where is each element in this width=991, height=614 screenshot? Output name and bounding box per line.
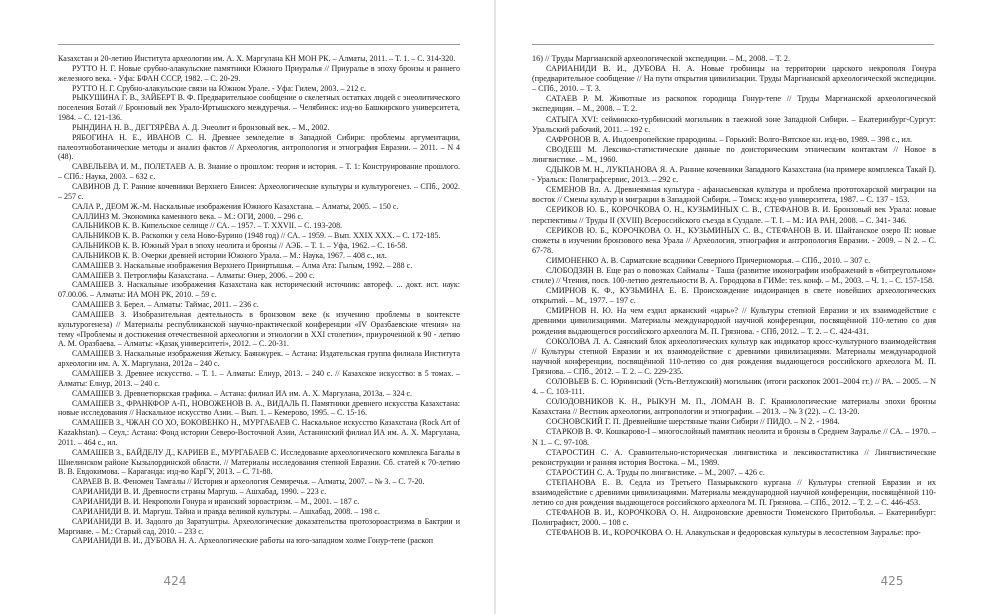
bibliography-entry: САТЫГА XVI: сейминско-турбинский могильник в таежной зоне Западной Сибири. – Екатеринбург-Сургут: Уральский рабочий, 2011. – 192 с. (532, 114, 936, 134)
bibliography-entry: СМИРНОВ Н. Ю. На чем ездил арканский «царь»? // Культуры степной Евразии и их взаимодействие с древними цивилизациями. Материалы международной научной конференции, посвящённой 110-летию со дня рождения выдающегося российского археолога М. П. Грязнова. - СПб, 2012. – Т. 2. – С. 424-431. (532, 306, 936, 336)
bibliography-entry: СВОДЕШ М. Лексико-статистические данные по доисторическим этническим контактам // Новое в лингвистике. – М., 1960. (532, 144, 936, 164)
bibliography-entry: САМАШЕВ З. Наскальные изображения Казахстана как исторический источник: автореф. ... докт. ист. наук: 07.00.06. – Алматы: ИА МОН РК, 2010. – 59 с. (58, 280, 460, 300)
bibliography-entry: САРИАНИДИ В. И. Задолго до Заратуштры. Археологические доказательства протозороастризма в Бактрии и Маргиане. – М.: Старый сад, 2010. – 233 с. (58, 516, 460, 536)
bibliography-entry: САРИАНИДИ В. И., ДУБОВА Н. А. Новые гробницы на территории царского некрополя Гонура (предварительное сообщение // На пути открытия цивилизации. Труды Маргианской археологической экспедиции. – СПб., 2010. – Т. 3. (532, 64, 936, 94)
bibliography-entry: САЛЬНИКОВ К. В. Южный Урал в эпоху неолита и бронзы // АЭБ. – Т. 1. – Уфа, 1962. – С. 16-58. (72, 241, 408, 251)
bibliography-entry: САЛЬНИКОВ К. В. Очерки древней истории Южного Урала. – М.: Наука, 1967. – 408 с., ил. (72, 250, 387, 260)
bibliography-entry: СЕМЕНОВ Вл. А. Древнеямная культура - афанасьевская культура и проблема прототохарской миграции на восток // Смены культур и миграции в Западной Сибири. – Томск: изд-во университета, 1987. – С. 137 - 153. (532, 185, 936, 205)
bibliography-entry: СЕРИКОВ Ю. Б., КОРОЧКОВА О. Н., КУЗЬМИНЫХ С. В., СТЕФАНОВ В. И. Шайтанское озеро II: новые сюжеты в изучении бронзового века Урала // Археология, этнография и антропология Евразии. - 2009. – N 2. – С. 67-78. (532, 225, 936, 255)
bibliography-entry: САМАШЕВ З. Древнее искусство. – Т. 1. – Алматы: Елнур, 2013. – 240 с. // Казахское искусство: в 5 томах. – Алматы: Елнур, 2013. – 240 с. (58, 369, 460, 388)
bibliography-entry: САРИАНИДИ В. И. Маргуш. Тайна и правда великой культуры. – Ашхабад, 2008. – 198 с. (72, 506, 380, 516)
bibliography-entry: САМАШЕВ З. Изобразительная деятельность в бронзовом веке (к изучению проблемы в контексте культурогенеза) // Материалы республиканской научно-практической конференции «IV Оразбаевские чтения» на тему «Проблемы и достижения отечественной археологии и этнологии в XXI столетии», приуроченной к 90 - летию А. М. Оразбаева. – Алматы: «Қазақ университеті», 2012. – С. 20-31. (58, 309, 460, 349)
bibliography-entry: СТЕПАНОВА Е. В. Седла из Третьего Пазырыкского кургана // Культуры степной Евразии и их взаимодействие с древними цивилизациями. Материалы международной научной конференции, посвящённой 110-летию со дня рождения выдающегося российского археолога М. П. Грязнова. – СПб., 2012. – Т. 2. – С. 446-453. (532, 477, 936, 508)
bibliography-entry: СИМОНЕНКО А. В. Сарматские всадники Северного Причерноморья. – СПб., 2010. – 307 с. (546, 255, 871, 265)
left-page (0, 0, 495, 614)
bibliography-entry: САМАШЕВ З. Берел. – Алматы: Таймас, 2011. – 236 с. (72, 300, 259, 310)
bibliography-entry: САФРОНОВ В. А. Индоевропейские прародины. – Горький: Волго-Вятское кн. изд-во, 1989. – 398 с., ил. (546, 134, 913, 144)
bibliography-entry: СЛОБОДЗЯН В. Еще раз о повозках Саймалы - Таша (развитие иконографии изображений в «битреугольном» стиле) // Чтения, посв. 100-летию деятельности В. А. Городцова в ГИМе: тез. конф. – М., 2003. – Ч. 1. – С. 157-158. (532, 265, 936, 286)
bibliography-entry: САМАШЕВ З., БАЙДЕЛУ Д., КАРИЕВ Е., МУРГАБАЕВ С. Исследование археологического комплекса Багалы в Шиелинском районе Кызылординской области. // Материалы исследования степной Евразии. Сб. статей к 70-летию В. В. Евдокимова. – Караганда: изд-во КарГУ, 2013. – С. 71-88. (58, 447, 460, 477)
bibliography-column-right (532, 54, 936, 539)
bibliography-entry: РЯБОГИНА Н. Е., ИВАНОВ С. Н. Древнее земледелие в Западной Сибири: проблемы аргументации, палеоэтноботанические методы и анализ фактов // Археология, антропология и этнография Евразии. – 2011. – N 4 (48). (58, 132, 460, 162)
bibliography-entry: СОКОЛОВА Л. А. Саянский блок археологических культур как индикатор кросс-культурного взаимодействия // Культуры степной Евразии и их взаимодействие с древними цивилизациями. Материалы международной научной конференции, посвящённой 110-летию со дня рождения выдающегося российского археолога М. П. Грязнова. – СПб., 2012. – Т. 2. – С. 229-235. (532, 336, 936, 376)
bibliography-entry: САТАЕВ Р. М. Животные из раскопок городища Гонур-тепе // Труды Маргианской археологической экспедиции. – М., 2008. – Т. 2. (532, 94, 936, 114)
bibliography-entry: 16) // Труды Маргианской археологической экспедиции. – М., 2008. – Т. 2. (532, 54, 791, 63)
bibliography-entry: Казахстан и 20-летию Института археологии им. А. Х. Маргулана КН МОН РК. – Алматы, 2011. – Т. 1. – С. 314-320. (58, 54, 456, 63)
bibliography-entry: САМАШЕВ З. Петроглифы Казахстана. – Алматы: Өнер, 2006. – 200 с. (72, 270, 315, 280)
bibliography-entry: СМИРНОВ К. Ф., КУЗЬМИНА Е. Е. Происхождение индоиранцев в свете новейших археологических открытий. – М., 1977. – 197 с. (532, 286, 936, 306)
bibliography-entry: РЫКУШИНА Г. В., ЗАЙБЕРТ В. Ф. Предварительное сообщение о скелетных остатках людей с энеолитического поселения Ботай // Бронзовый век Урало-Иртышского междуречья. – Челябинск: изд-во Башкирского университета, 1984. – С. 121-136. (58, 93, 460, 123)
bibliography-entry: РУТТО Н. Г. Срубно-алакульские связи на Южном Урале. - Уфа: Гилем, 2003. – 212 с. (72, 83, 366, 93)
bibliography-entry: САМАШЕВ З. Наскальные изображения Верхнего Прииртышья. – Алма Ата: Гылым, 1992. – 288 с. (72, 260, 413, 270)
bibliography-entry: САМАШЕВ З., ЧЖАН СО ХО, БОКОВЕНКО Н., МУРГАБАЕВ С. Наскальное искусство Казахстана (Rock Art of Kazakhstan). – Сеул,: Астана: Фонд истории Северо-Восточной Азии, Астанинский филиал ИА им. А. Х. Маргулана, 2011. – 464 с., ил. (58, 418, 460, 447)
bibliography-entry: СОСНОВСКИЙ Г. П. Древнейшие шерстяные ткани Сибири // ПИДО. – N 2. - 1984. (546, 417, 840, 427)
bibliography-entry: САРИАНИДИ В. И., ДУБОВА Н. А. Археологические работы на юго-западном холме Гонур-тепе (раскоп (72, 536, 434, 546)
right-page (496, 0, 991, 614)
bibliography-entry: СТАРОСТИН С. А. Сравнительно-историческая лингвистика и лексикостатистика // Лингвистические реконструкции и ранняя история Востока. – М., 1989. (532, 447, 936, 467)
header-rule (58, 44, 460, 45)
bibliography-entry: САМАШЕВ З., ФРАНКФОР А-П., НОВОЖЕНОВ В. А., ВИДАЛЬ П. Памятники древнего искусства Казахстана: новые исследования // Наскальное искусство Азии. – Вып. 1. – Кемерово, 1995. – С. 15-16. (58, 398, 460, 418)
bibliography-entry: СТЕФАНОВ В. И., КОРОЧКОВА О. Н. Андроновские древности Тюменского Притоболья. – Екатеринбург: Полиграфист, 2000. – 108 с. (532, 508, 936, 528)
bibliography-entry: САЛЛИНЗ М. Экономика каменного века. – М.: ОГИ, 2000. – 296 с. (72, 211, 304, 221)
bibliography-entry: САМАШЕВ З. Наскальные изображения Жетысу. Баянжүрек. – Астана: Издательская группа филиала Института археологии им. А. Х. Маргулана, 2012а – 240 с. (58, 349, 460, 369)
bibliography-entry: САРАЕВ В. В. Феномен Тамгалы // История и археология Семиречья. – Алматы, 2007. – № 3. – С. 7-20. (72, 477, 425, 487)
bibliography-entry: СДЫКОВ М. Н., ЛУКПАНОВА Я. А. Ранние кочевники Западного Казахстана (на примере комплекса Такай I). - Уральск: Полиграфсервис, 2013. – 292 с. (532, 165, 936, 185)
page-number: 425 (880, 574, 904, 588)
bibliography-entry: САЛЬНИКОВ К. В. Кипельское селище // СА. – 1957. – Т. XXVII. – С. 193-208. (72, 221, 343, 231)
bibliography-entry: РЫНДИНА Н. В., ДЕГТЯРЁВА А. Д. Энеолит и бронзовый век. – М., 2002. (72, 122, 330, 132)
bibliography-entry: САЛЬНИКОВ К. В. Раскопки у села Новo-Бурино (1948 год) // СА. – 1959. – Вып. XXIX XXX. – С. 172-185. (72, 231, 441, 241)
bibliography-column-left (58, 54, 460, 546)
page-number: 424 (163, 574, 187, 588)
bibliography-entry: САВИНОВ Д. Г. Ранние кочевники Верхнего Енисея: Археологические культуры и культурогенез. – СПб., 2002. – 257 с. (58, 181, 460, 201)
bibliography-entry: РУТТО Н. Г. Новые срубно-алакульские памятники Южного Приуралья // Приуралье в эпоху бронзы и раннего железного века. - Уфа: БФАН СССР, 1982. – С. 20-29. (58, 63, 460, 83)
header-rule (532, 44, 934, 45)
bibliography-entry: СЕРИКОВ Ю. Б., КОРОЧКОВА О. Н., КУЗЬМИНЫХ С. В., СТЕФАНОВ В. И. Бронзовый век Урала: новые перспективы // Труды II (XVIII) Всероссийского съезда в Суздале. – Т. I. – М.: ИА РАН, 2008. – С. 341- 346. (532, 205, 936, 225)
bibliography-entry: САМАШЕВ З. Древнетюркская графика. – Астана: филиал ИА им. А. Х. Маргулана, 2013а. – 324 с. (72, 388, 413, 398)
bibliography-entry: СТАРОСТИН С. А. Труды по лингвистике. – М., 2007. – 426 с. (546, 467, 765, 477)
bibliography-entry: САРИАНИДИ В. И. Некрополи Гонура и иранский зороастризм. – М., 2001. – 187 с. (72, 496, 360, 506)
bibliography-entry: СТЕФАНОВ В. И., КОРОЧКОВА О. Н. Алакульская и федоровская культуры в лесостепном Зауралье: про- (546, 528, 921, 538)
bibliography-entry: САЛА Р., ДЕОМ Ж.-М. Наскальные изображения Южного Казахстана. – Алматы, 2005. – 150 с. (72, 201, 399, 211)
bibliography-entry: СОЛОДОВНИКОВ К. Н., РЫКУН М. П., ЛОМАН В. Г. Краниологические материалы эпохи бронзы Казахстана // Вестник археологии, антропологии и этнографии. – 2013. – № 3 (22). – С. 13-20. (532, 397, 936, 417)
bibliography-entry: СОЛОВЬЕВ Б. С. Юрнинский (Усть-Ветлужский) могильник (итоги раскопок 2001–2004 гг.) // РА. – 2005. – N 4. – С. 103-111. (532, 377, 936, 397)
bibliography-entry: СТАРКОВ В. Ф. Кошкарово-I – многослойный памятник неолита и бронзы в Среднем Зауралье // СА. – 1970. – N 1. – С. 97-108. (532, 427, 936, 447)
bibliography-entry: САВЕЛЬЕВА И. М., ПОЛЕТАЕВ А. В. Знание о прошлом: теория и история. – Т. 1: Конструирование прошлого. – СПб.: Наука, 2003. – 632 с. (58, 162, 460, 182)
bibliography-entry: САРИАНИДИ В. И. Древности страны Маргуш. – Ашхабад, 1990. – 223 с. (72, 487, 327, 497)
